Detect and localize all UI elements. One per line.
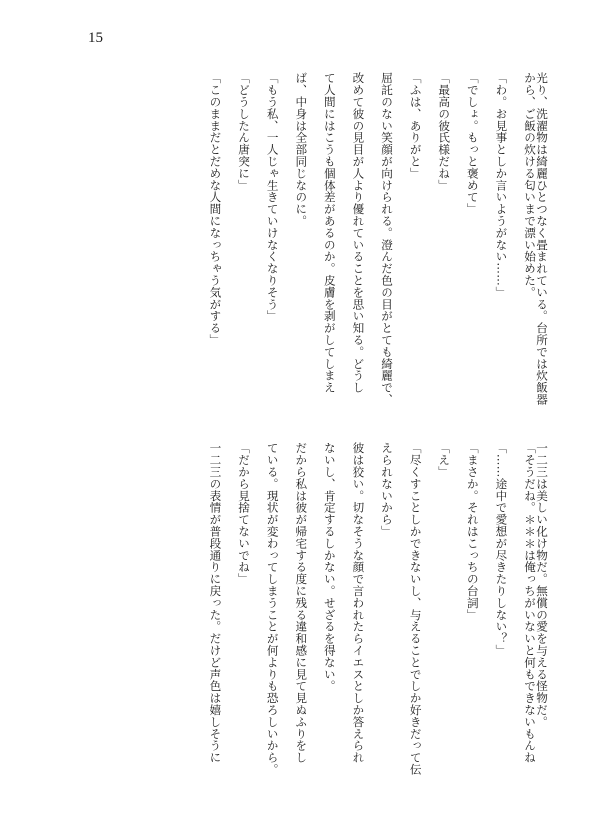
page-number: 15 <box>88 30 103 46</box>
text-line: 改めて彼の見目が人より優れていることを思い知る。どうし <box>351 72 366 394</box>
text-line: ば、中身は全部同じなのに。 <box>294 72 309 227</box>
text-line: 「わ。お見事としか言いようがない……」 <box>494 72 509 299</box>
text-line: だから私は彼が帰宅する度に残る違和感に見て見ぬふりをし <box>294 442 309 764</box>
text-line: から、ご飯の炊ける匂いまで漂い始めた。 <box>523 72 537 299</box>
text-line: 「まさか。それはこっちの台詞」 <box>465 442 480 621</box>
text-line: 彼は狡い。切なそうな顔で言われたらイエスとしか答えられ <box>351 442 366 764</box>
text-line: 「だから見捨てないでね」 <box>237 442 252 585</box>
text-line: 一二三は美しい化け物だ。無償の愛を与える怪物だ。 <box>535 442 549 728</box>
upper-text-block <box>192 72 547 432</box>
text-line: 「このままだとだめな人間になっちゃう気がする」 <box>208 72 223 346</box>
text-line: 「え」 <box>437 442 452 478</box>
text-line: 屈託のない笑顔が向けられる。澄んだ色の目がとても綺麗で、 <box>380 72 395 406</box>
text-line: ないし、肯定するしかない。せざるを得ない。 <box>322 442 337 692</box>
text-line: 「最高の彼氏様だね」 <box>437 72 452 191</box>
text-line: えられないから」 <box>380 442 395 538</box>
text-line: 光り、洗濯物は綺麗ひとつなく畳まれている。台所では炊飯器 <box>535 72 549 406</box>
text-line: 「尽くすことしかできないし、与えることでしか好きだって伝 <box>408 442 423 776</box>
text-line: 一二三の表情が普段通りに戻った。だけど声色は嬉しそうに <box>208 442 223 764</box>
text-line: 「もう私、一人じゃ生きていけなくなりそう」 <box>265 72 280 322</box>
text-line: ている。現状が変わってしまうことが何よりも恐ろしいから。 <box>265 442 280 776</box>
text-line: 「どうしたん唐突に」 <box>237 72 252 191</box>
lower-text-block <box>192 442 547 822</box>
text-line: て人間にはこうも個体差があるのか。皮膚を剥がしてしまえ <box>322 72 337 394</box>
text-line: 「でしょ。もっと褒めて」 <box>465 72 480 215</box>
text-line: 「そうだね。＊＊＊は俺っちがいないと何もできないもんね <box>523 442 537 764</box>
text-line: 「ふは、ありがと」 <box>408 72 423 180</box>
text-line: 「……途中で愛想が尽きたりしない？」 <box>494 442 509 657</box>
